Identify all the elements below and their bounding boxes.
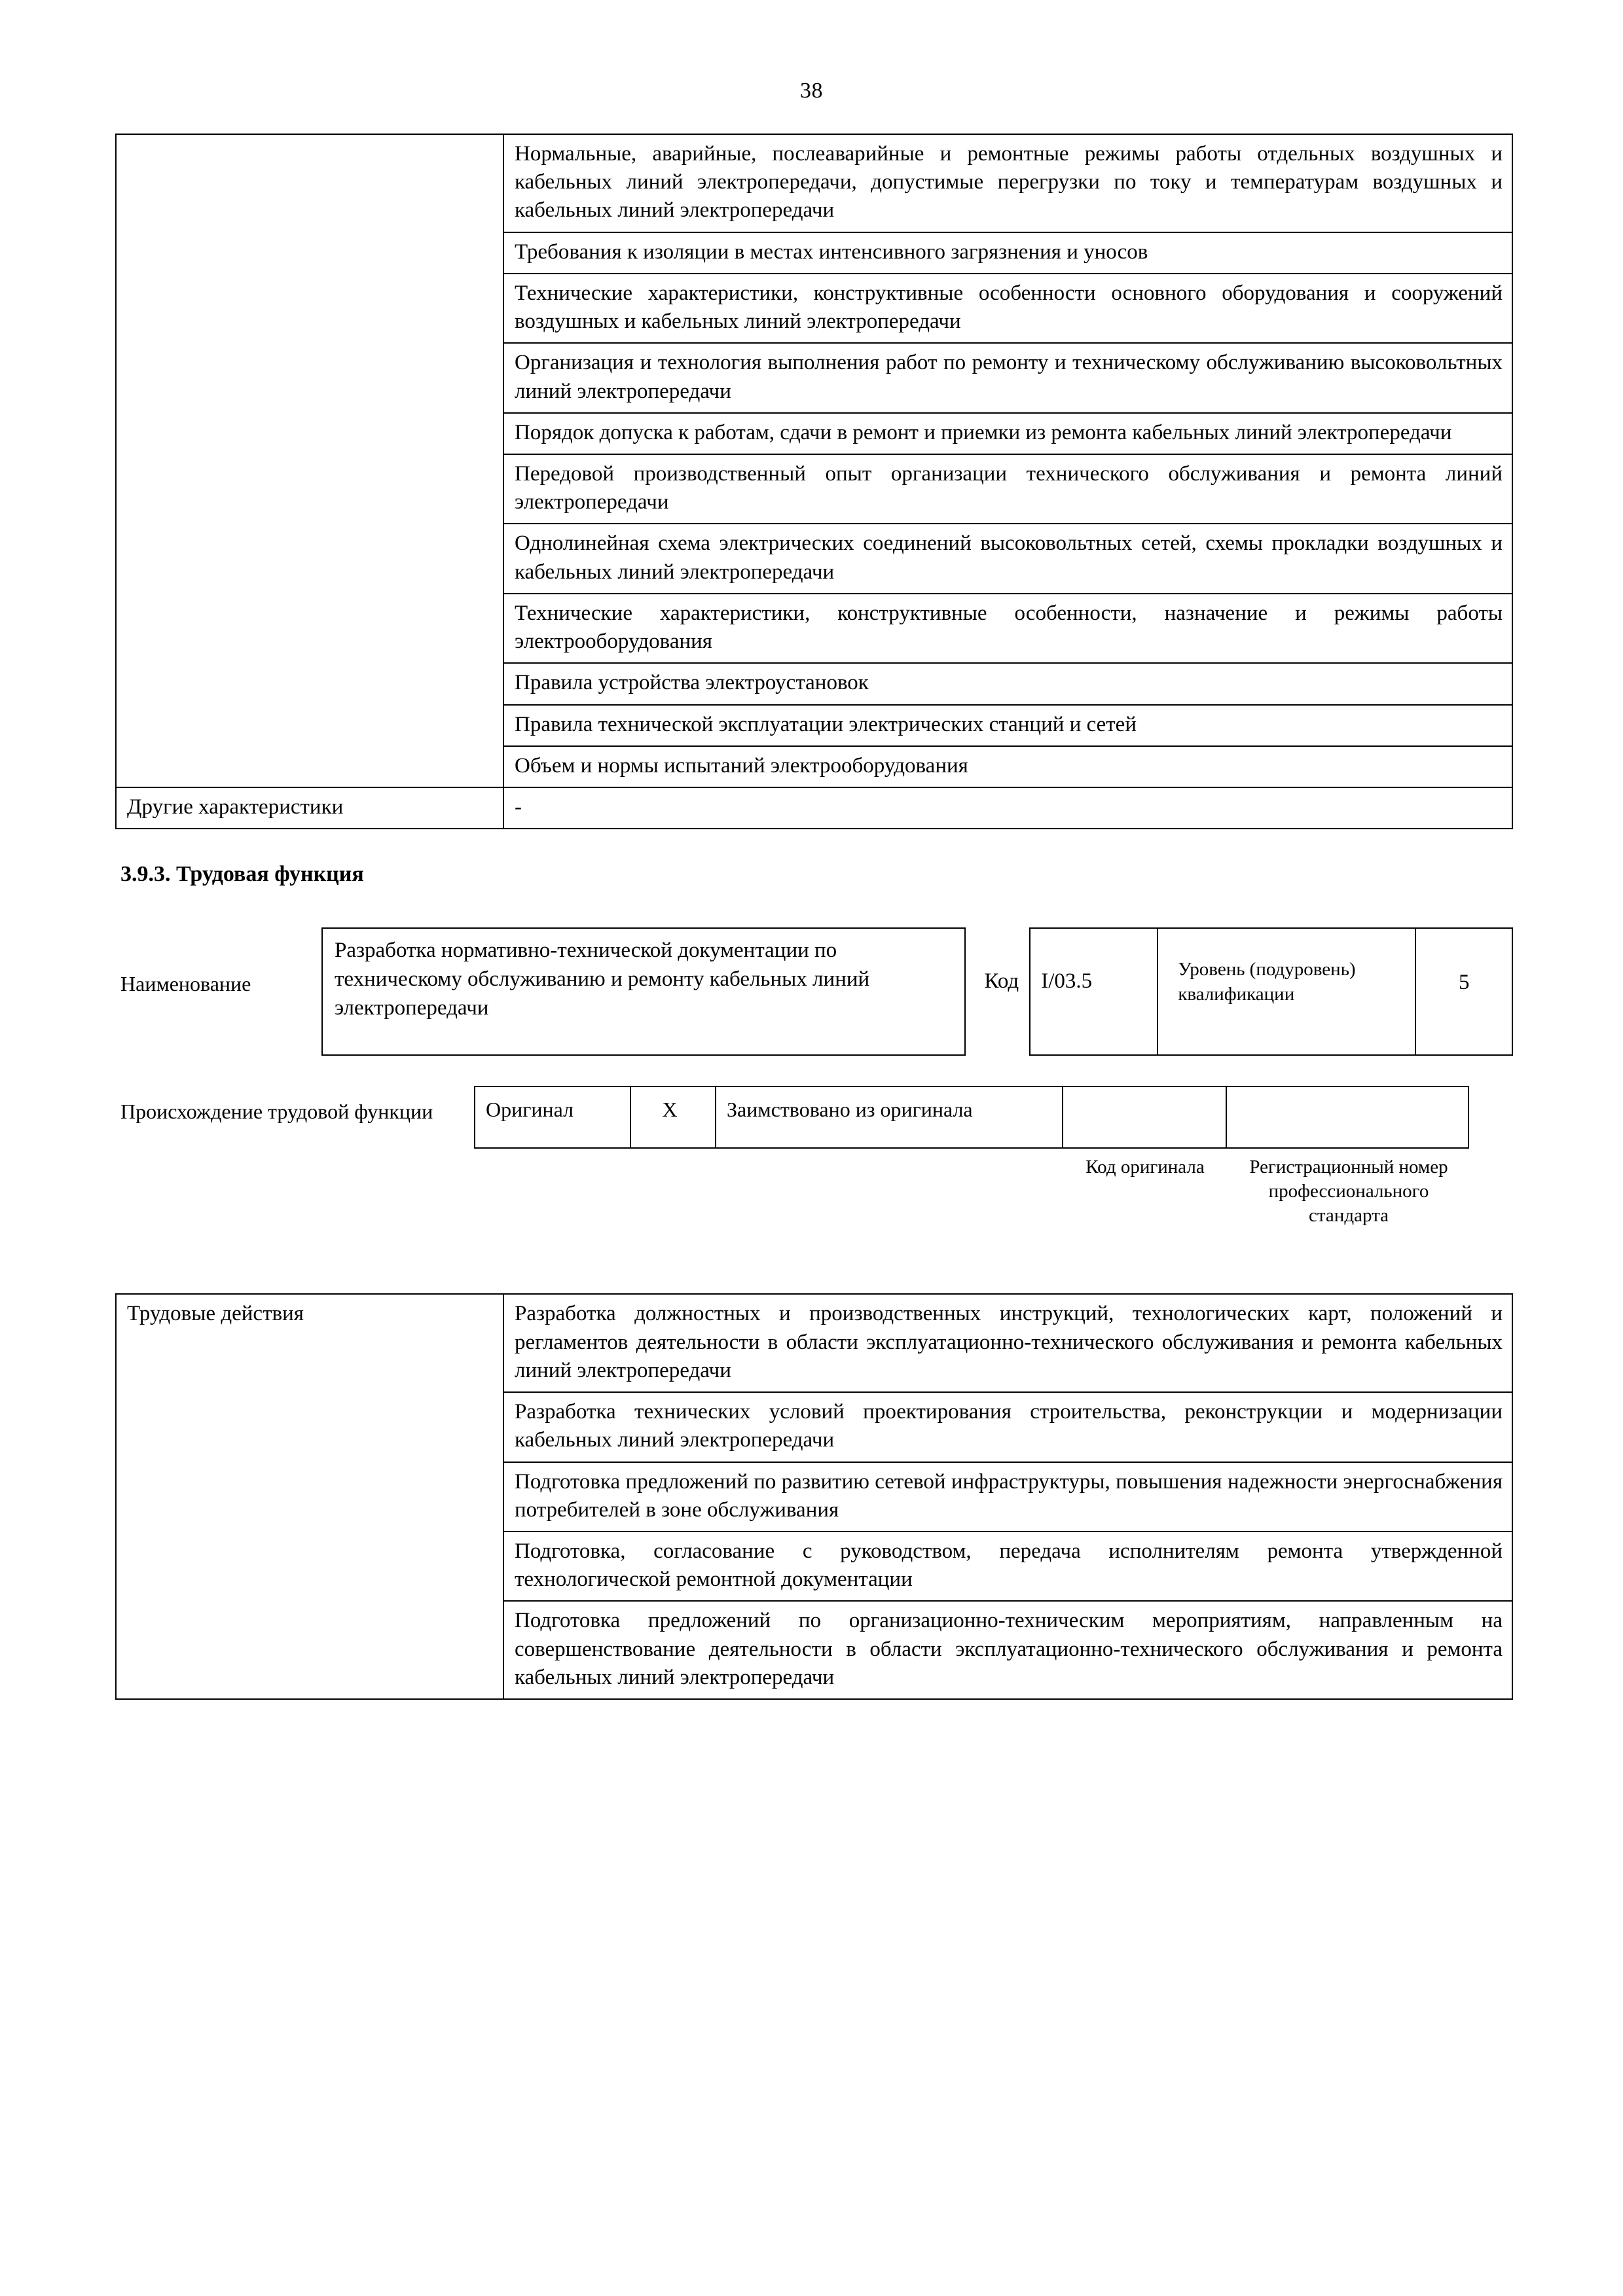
table-row [116,1294,1512,1392]
knowledge-table [115,134,1513,829]
origin-block [115,1086,1513,1149]
knowledge-label-cell [116,134,503,787]
section-title: 3.9.3. Трудовая функция [120,862,364,887]
labour-action-item: Подготовка предложений по развитию сетевой инфраструктуры, повышения надежности энергоснабжения потребителей в зоне обслуживания [503,1462,1512,1532]
labour-actions-table [115,1293,1513,1700]
origin-borrowed-label: Заимствовано из оригинала [716,1086,1063,1149]
origin-label: Происхождение трудовой функции [120,1100,433,1124]
knowledge-item: Передовой производственный опыт организации технического обслуживания и ремонта линий электропередачи [503,454,1512,524]
knowledge-item: Объем и нормы испытаний электрооборудования [503,746,1512,787]
knowledge-item: Требования к изоляции в местах интенсивного загрязнения и уносов [503,232,1512,274]
knowledge-item: Нормальные, аварийные, послеаварийные и ремонтные режимы работы отдельных воздушных и кабельных линий электропередачи, допустимые перегрузки по току и температурам воздушных и кабельных линий электропередачи [503,134,1512,232]
labour-action-item: Разработка технических условий проектирования строительства, реконструкции и модернизации кабельных линий электропередачи [503,1392,1512,1462]
labour-action-item: Разработка должностных и производственных инструкций, технологических карт, положений и регламентов деятельности в области эксплуатационно-технического обслуживания и ремонта кабельных линий электропередачи [503,1294,1512,1392]
knowledge-item: Организация и технология выполнения работ по ремонту и техническому обслуживанию высоковольтных линий электропередачи [503,343,1512,412]
level-value: 5 [1416,927,1513,1056]
code-label: Код [984,969,1019,994]
origin-captions [115,1155,1513,1228]
origin-cells [474,1086,1513,1149]
page-content [115,134,1513,1700]
caption-registration-number: Регистрационный номер профессионального стандарта [1249,1157,1448,1227]
knowledge-item: Правила устройства электроустановок [503,663,1512,704]
other-characteristics-value: - [503,787,1512,829]
origin-code-field[interactable] [1063,1086,1227,1149]
level-label: Уровень (подуровень) квалификации [1158,927,1416,1056]
labour-action-item: Подготовка, согласование с руководством, передача исполнителям ремонта утвержденной технологической ремонтной документации [503,1532,1512,1601]
knowledge-item: Однолинейная схема электрических соединений высоковольтных сетей, схемы прокладки воздушных и кабельных линий электропередачи [503,524,1512,593]
other-characteristics-label: Другие характеристики [116,787,503,829]
caption-code-original: Код оригинала [1085,1157,1205,1178]
caption-spacer [115,1155,1063,1228]
function-header-block [115,927,1513,1056]
name-label: Наименование [120,972,251,996]
knowledge-item: Технические характеристики, конструктивные особенности основного оборудования и сооружений воздушных и кабельных линий электропередачи [503,274,1512,343]
origin-original-label: Оригинал [474,1086,631,1149]
table-row [116,787,1512,829]
origin-original-mark: X [631,1086,716,1149]
page-number: 38 [800,79,823,103]
knowledge-item: Правила технической эксплуатации электрических станций и сетей [503,705,1512,746]
origin-reg-number-field[interactable] [1227,1086,1469,1149]
labour-action-item: Подготовка предложений по организационно-техническим мероприятиям, направленным на совершенствование деятельности в области эксплуатационно-технического обслуживания и ремонта кабельных линий электропередачи [503,1601,1512,1699]
knowledge-item: Технические характеристики, конструктивные особенности, назначение и режимы работы электрооборудования [503,594,1512,663]
table-row [116,134,1512,232]
code-value: I/03.5 [1029,927,1158,1056]
knowledge-item: Порядок допуска к работам, сдачи в ремонт и приемки из ремонта кабельных линий электропередачи [503,413,1512,454]
function-name-value: Разработка нормативно-технической документации по техническому обслуживанию и ремонту кабельных линий электропередачи [321,927,966,1056]
labour-actions-label: Трудовые действия [116,1294,503,1699]
